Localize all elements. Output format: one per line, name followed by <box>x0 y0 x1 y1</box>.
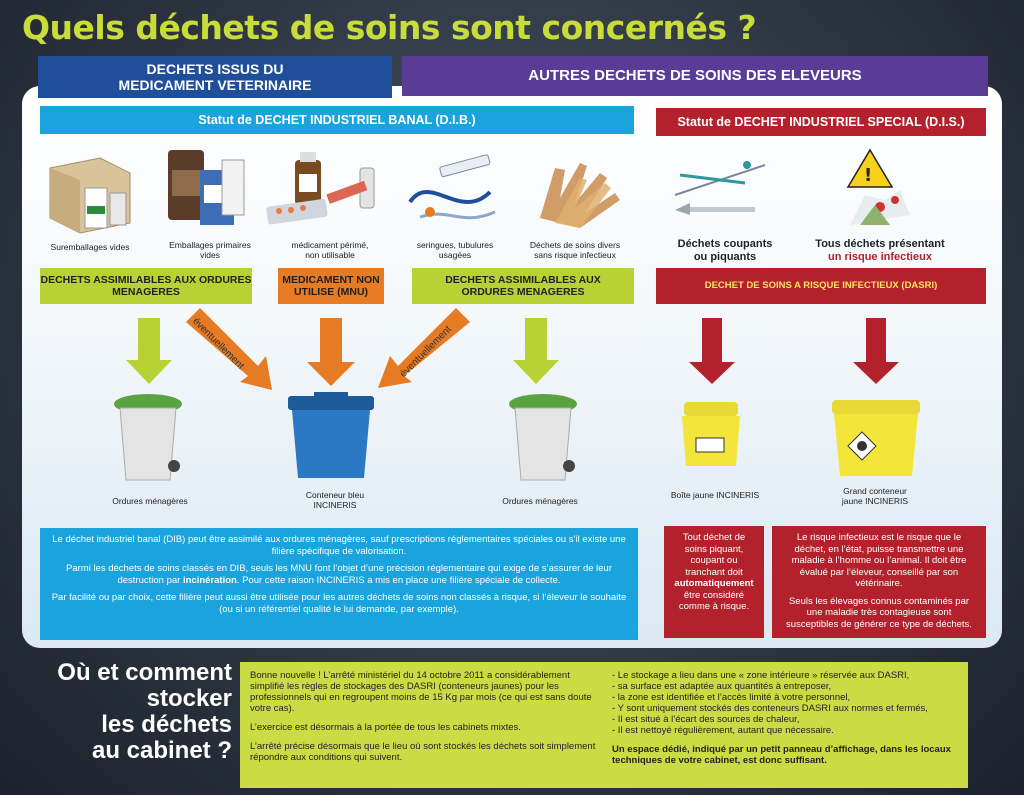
stockage-p2: L’exercice est désormais à la portée de tous les cabinets mixtes. <box>250 722 521 733</box>
note-dib-p1: Le déchet industriel banal (DIB) peut être assimilé aux ordures ménagères, sauf prescriptions réglementaires spéciales ou s’il existe une filière spécifique de valorisation. <box>52 534 626 557</box>
note-dib-p2-c: . Pour cette raison INCINERIS a mis en place une filière spéciale de collecte. <box>236 574 561 586</box>
note-dib-p2-a: Parmi les déchets de soins classés en DIB, seuls les MNU font l’objet d’une précision réglementaire qui exige de s’assurer de leur destruction par <box>66 563 612 586</box>
category-dam1-line1: DECHETS ASSIMILABLES AUX ORDURES <box>40 274 252 286</box>
label-coupants-line1: Déchets coupants <box>677 238 773 250</box>
stockage-list-item: - sa surface est adaptée aux quantités à entreposer, <box>612 681 832 692</box>
note-risque-p2: Seuls les élevages connus contaminés par une maladie très contagieuse sont susceptibles de générer ce type de déchets. <box>786 595 972 630</box>
page-title: Quels déchets de soins sont concernés ? <box>22 8 757 47</box>
stockage-box <box>240 662 968 788</box>
category-dasri: DECHET DE SOINS A RISQUE INFECTIEUX (DASRI) <box>656 268 986 304</box>
label-infectieux-line2: un risque infectieux <box>828 251 932 263</box>
category-dam1-line2: MENAGERES <box>112 286 180 298</box>
bin-label-grand-line1: Grand conteneur <box>843 486 907 496</box>
note-dib-p2-bold: incinération <box>182 574 237 586</box>
label-medicament-line2: non utilisable <box>305 250 355 260</box>
stockage-col-right <box>612 670 958 780</box>
stockage-list-item: - la zone est identifiée et l’accès limité à votre personnel, <box>612 692 851 703</box>
status-dis: Statut de DECHET INDUSTRIEL SPECIAL (D.I.S.) <box>656 108 986 136</box>
label-seringues-line1: seringues, tubulures <box>416 240 494 250</box>
grey-bin-icon-2 <box>505 392 585 488</box>
stockage-p3: L’arrêté précise désormais que le lieu où sont stockés les déchets soit simplement répondre aux conditions qui suivent. <box>250 741 596 763</box>
arrow-label-left: éventuellement <box>190 316 246 372</box>
category-dam2-line1: DECHETS ASSIMILABLES AUX <box>445 274 601 286</box>
note-piquant-c: être considéré comme à risque. <box>678 589 750 612</box>
label-medicament-line1: médicament périmé, <box>291 240 369 250</box>
yellow-container-icon <box>826 392 926 480</box>
stockage-title-line4: au cabinet ? <box>91 737 232 764</box>
label-suremballages: Suremballages vides <box>50 242 130 252</box>
label-seringues-line2: usagées <box>438 250 472 260</box>
stockage-title-line3: les déchets <box>101 711 232 738</box>
header-autres: AUTRES DECHETS DE SOINS DES ELEVEURS <box>402 56 988 96</box>
category-mnu-line1: MEDICAMENT NON <box>282 274 380 286</box>
category-mnu-line2: UTILISE (MNU) <box>293 286 369 298</box>
note-dib <box>40 528 638 640</box>
bin-label-boite: Boîte jaune INCINERIS <box>670 490 760 500</box>
status-dib: Statut de DECHET INDUSTRIEL BANAL (D.I.B.) <box>40 106 634 134</box>
label-infectieux-line1: Tous déchets présentant <box>815 238 945 250</box>
note-risque-p1: Le risque infectieux est le risque que le déchet, en l’état, puisse transmettre une maladie à l’homme ou l’animal. Il doit être évalué par l’éleveur, conseillé par son vétérinaire. <box>791 532 967 589</box>
note-risque <box>772 526 986 638</box>
bin-label-om2: Ordures ménagères <box>502 496 578 506</box>
bin-label-bleu <box>280 490 390 510</box>
note-dib-p3: Par facilité ou par choix, cette filière peut aussi être utilisée pour les autres déchets de soins non classés à risque, si l’éleveur le souhaite (ou si un référentiel qualité le lui demande, par exemple). <box>51 592 627 615</box>
bin-label-grand-line2: jaune INCINERIS <box>841 496 909 506</box>
note-piquant-bold: automatiquement <box>674 578 754 589</box>
stockage-list-item: - Y sont uniquement stockés des conteneurs DASRI aux normes et fermés, <box>612 703 928 714</box>
note-dib-p2 <box>48 563 630 586</box>
stockage-title-line2: stocker <box>146 685 232 712</box>
bin-label-om1: Ordures ménagères <box>112 496 188 506</box>
category-dam2-line2: ORDURES MENAGERES <box>461 286 585 298</box>
stockage-col-left <box>250 670 596 780</box>
bin-label-bleu-line1: Conteneur bleu <box>305 490 365 500</box>
svg-text:!: ! <box>864 165 873 186</box>
header-vet-line1: DECHETS ISSUS DU <box>146 61 284 77</box>
label-emballages-line1: Emballages primaires <box>169 240 251 250</box>
stockage-list-item: - Il est situé à l’écart des sources de chaleur, <box>612 714 800 725</box>
arrow-down-red-1 <box>689 318 735 384</box>
grey-bin-icon-1 <box>110 392 190 488</box>
label-divers-line2: sans risque infectieux <box>534 250 616 260</box>
stockage-title <box>40 660 232 764</box>
note-piquant-a: Tout déchet de soins piquant, coupant ou tranchant doit <box>682 532 746 578</box>
bin-label-grand <box>820 486 930 506</box>
bin-label-bleu-line2: INCINERIS <box>313 500 357 510</box>
label-emballages-line2: vides <box>200 250 220 260</box>
label-divers-line1: Déchets de soins divers <box>529 240 621 250</box>
blue-bin-icon <box>284 388 384 488</box>
stockage-list <box>612 670 958 736</box>
arrow-down-green-2 <box>513 318 559 384</box>
stockage-list-item: - Il est nettoyé régulièrement, autant que nécessaire. <box>612 725 834 736</box>
arrow-label-right: éventuellement <box>398 324 454 380</box>
header-vet-line2: MEDICAMENT VETERINAIRE <box>118 77 312 93</box>
arrow-down-red-2 <box>853 318 899 384</box>
label-coupants-line2: ou piquants <box>693 251 757 263</box>
arrow-down-green-1 <box>126 318 172 384</box>
stockage-title-line1: Où et comment <box>57 659 232 686</box>
arrow-down-orange <box>307 318 355 386</box>
stockage-conclusion: Un espace dédié, indiqué par un petit panneau d’affichage, dans les locaux techniques de votre cabinet, est donc suffisant. <box>612 744 951 766</box>
stockage-p1: Bonne nouvelle ! L’arrêté ministériel du 14 octobre 2011 a considérablement simplifié les règles de stockages des DASRI (conteneurs jaunes) pour les professionnels qui en regroupent moins de 15 Kg par mois (ce qui est sans doute votre cas). <box>250 670 592 714</box>
yellow-box-icon <box>674 396 748 472</box>
stockage-list-item: - Le stockage a lieu dans une « zone intérieure » réservée aux DASRI, <box>612 670 910 681</box>
note-piquant <box>664 526 764 638</box>
